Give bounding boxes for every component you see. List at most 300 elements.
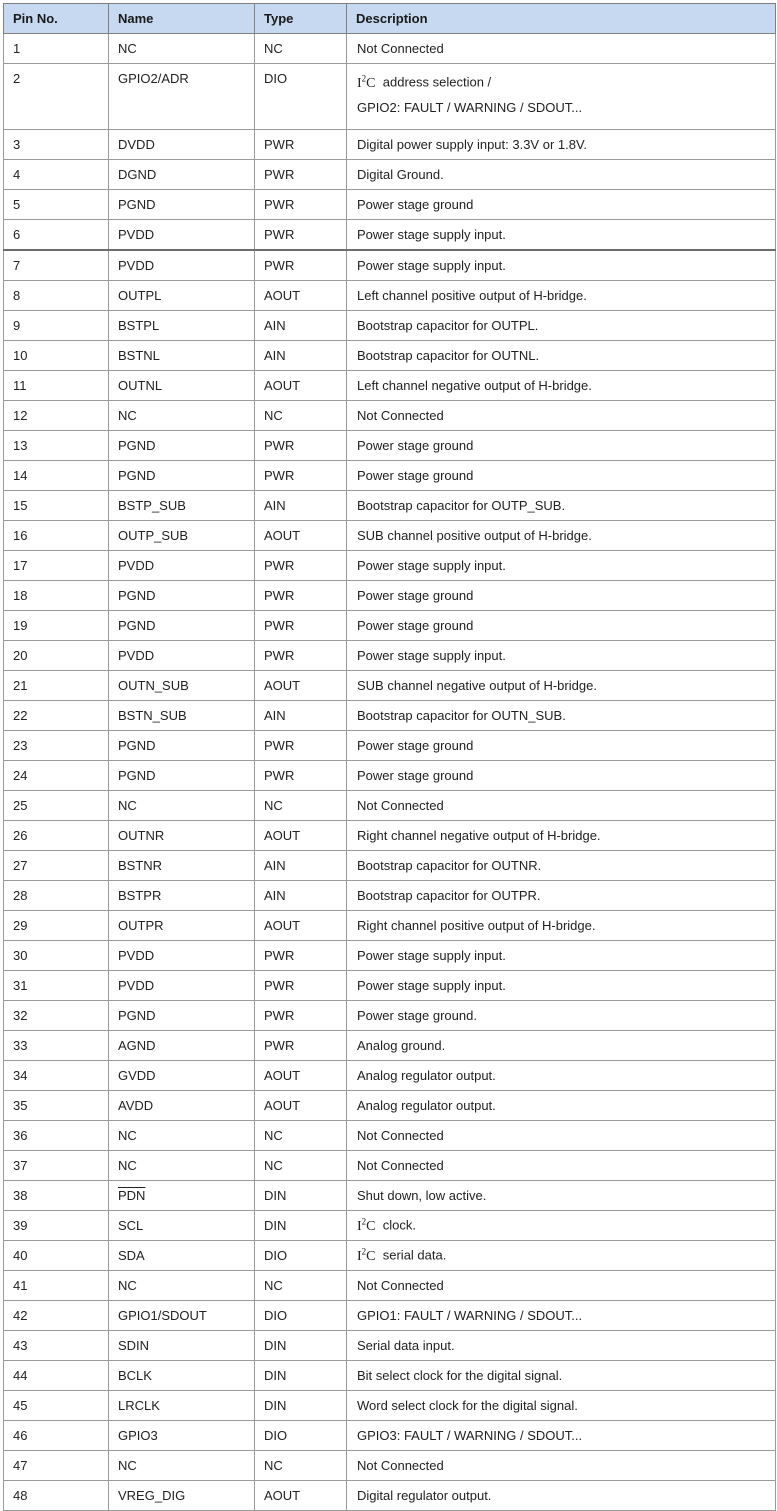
cell-name — [109, 911, 255, 941]
cell-pin — [4, 250, 109, 281]
cell-name — [109, 1061, 255, 1091]
pin-type: DIO — [264, 1428, 288, 1443]
cell-pin — [4, 190, 109, 220]
cell-description — [347, 160, 776, 190]
cell-pin — [4, 1241, 109, 1271]
cell-description — [347, 1301, 776, 1331]
pin-number: 5 — [13, 197, 21, 212]
pin-name: GPIO3 — [118, 1428, 158, 1443]
description-text: Power stage ground — [357, 588, 474, 603]
cell-name — [109, 581, 255, 611]
pin-number: 39 — [13, 1218, 28, 1233]
pin-name: PGND — [118, 1008, 156, 1023]
cell-description — [347, 641, 776, 671]
cell-description — [347, 581, 776, 611]
cell-description — [347, 1421, 776, 1451]
pin-name: BSTPR — [118, 888, 162, 903]
pin-name: PVDD — [118, 227, 155, 242]
pin-type: DIN — [264, 1338, 287, 1353]
description-text: Analog regulator output. — [357, 1098, 496, 1113]
pin-number: 35 — [13, 1098, 28, 1113]
pin-type: PWR — [264, 738, 295, 753]
cell-description — [347, 671, 776, 701]
pin-type: AOUT — [264, 918, 301, 933]
header-description: Description — [347, 4, 776, 34]
pin-number: 47 — [13, 1458, 28, 1473]
cell-name — [109, 281, 255, 311]
cell-pin — [4, 641, 109, 671]
pin-type: AIN — [264, 708, 286, 723]
cell-description — [347, 401, 776, 431]
table-row — [4, 341, 776, 371]
pin-name: PGND — [118, 588, 156, 603]
cell-description — [347, 1151, 776, 1181]
pin-type: PWR — [264, 1008, 295, 1023]
cell-type — [255, 1061, 347, 1091]
cell-pin — [4, 881, 109, 911]
cell-pin — [4, 1331, 109, 1361]
table-row — [4, 1361, 776, 1391]
cell-description — [347, 1361, 776, 1391]
pin-name: PVDD — [118, 558, 155, 573]
pin-type: PWR — [264, 438, 295, 453]
pin-number: 11 — [13, 378, 27, 393]
cell-description — [347, 220, 776, 251]
cell-pin — [4, 1421, 109, 1451]
cell-name — [109, 431, 255, 461]
cell-type — [255, 581, 347, 611]
pin-number: 4 — [13, 167, 21, 182]
i2c-c: C — [366, 1248, 376, 1264]
cell-name — [109, 64, 255, 130]
cell-name — [109, 371, 255, 401]
cell-description — [347, 521, 776, 551]
description-text: Analog regulator output. — [357, 1068, 496, 1083]
description-text: Digital Ground. — [357, 167, 444, 182]
table-row — [4, 941, 776, 971]
description-text: Power stage supply input. — [357, 948, 506, 963]
pin-type: DIO — [264, 1308, 288, 1323]
pin-number: 26 — [13, 828, 28, 843]
cell-pin — [4, 1211, 109, 1241]
cell-description — [347, 281, 776, 311]
cell-pin — [4, 851, 109, 881]
pin-name: PVDD — [118, 648, 155, 663]
cell-name — [109, 731, 255, 761]
pin-name: OUTNR — [118, 828, 165, 843]
pin-number: 42 — [13, 1308, 28, 1323]
table-row — [4, 971, 776, 1001]
pin-name: PGND — [118, 738, 156, 753]
pin-type: AOUT — [264, 528, 301, 543]
cell-description — [347, 1331, 776, 1361]
cell-description — [347, 1391, 776, 1421]
table-row — [4, 1181, 776, 1211]
pin-number: 20 — [13, 648, 28, 663]
pin-type: NC — [264, 41, 283, 56]
description-text: Bootstrap capacitor for OUTN_SUB. — [357, 708, 566, 723]
table-row — [4, 1331, 776, 1361]
cell-pin — [4, 821, 109, 851]
cell-name — [109, 701, 255, 731]
cell-pin — [4, 401, 109, 431]
description-text: Bootstrap capacitor for OUTP_SUB. — [357, 498, 566, 513]
description-line — [357, 1246, 775, 1265]
cell-type — [255, 1481, 347, 1511]
pin-number: 15 — [13, 498, 28, 513]
pin-name: $\overline{PDN}$ — [118, 1188, 146, 1203]
cell-type — [255, 281, 347, 311]
cell-description — [347, 971, 776, 1001]
description-text: Analog ground. — [357, 1038, 446, 1053]
cell-name — [109, 1121, 255, 1151]
cell-type — [255, 821, 347, 851]
pin-name: BSTP_SUB — [118, 498, 186, 513]
table-row — [4, 1421, 776, 1451]
cell-description — [347, 130, 776, 160]
cell-name — [109, 1211, 255, 1241]
cell-pin — [4, 1121, 109, 1151]
cell-name — [109, 761, 255, 791]
description-text: Power stage ground — [357, 618, 474, 633]
pin-number: 30 — [13, 948, 28, 963]
cell-name — [109, 551, 255, 581]
cell-type — [255, 1391, 347, 1421]
pin-name: DGND — [118, 167, 157, 182]
cell-pin — [4, 791, 109, 821]
description-text: Bootstrap capacitor for OUTNR. — [357, 858, 542, 873]
table-row — [4, 1271, 776, 1301]
cell-pin — [4, 971, 109, 1001]
cell-pin — [4, 551, 109, 581]
pin-type: NC — [264, 1278, 283, 1293]
pin-number: 28 — [13, 888, 28, 903]
pin-number: 27 — [13, 858, 28, 873]
pin-type: AIN — [264, 498, 286, 513]
cell-name — [109, 1241, 255, 1271]
cell-type — [255, 190, 347, 220]
cell-description — [347, 311, 776, 341]
pin-type: PWR — [264, 768, 295, 783]
pin-number: 12 — [13, 408, 28, 423]
cell-name — [109, 461, 255, 491]
description-text: Digital power supply input: 3.3V or 1.8V. — [357, 137, 588, 152]
cell-pin — [4, 581, 109, 611]
cell-pin — [4, 431, 109, 461]
cell-name — [109, 250, 255, 281]
cell-pin — [4, 611, 109, 641]
description-text: Serial data input. — [357, 1338, 455, 1353]
pin-number: 8 — [13, 288, 21, 303]
header-pin: Pin No. — [4, 4, 109, 34]
pin-type: PWR — [264, 227, 295, 242]
pin-number: 1 — [13, 41, 21, 56]
cell-description — [347, 941, 776, 971]
pin-type: AIN — [264, 888, 286, 903]
pin-name: PGND — [118, 197, 156, 212]
pin-name: PGND — [118, 768, 156, 783]
description-text: Power stage ground — [357, 438, 474, 453]
pin-type: PWR — [264, 558, 295, 573]
pin-number: 13 — [13, 438, 28, 453]
table-row — [4, 401, 776, 431]
cell-name — [109, 1091, 255, 1121]
cell-pin — [4, 130, 109, 160]
pin-name: AGND — [118, 1038, 156, 1053]
pin-type: DIN — [264, 1188, 287, 1203]
pin-type: PWR — [264, 167, 295, 182]
cell-type — [255, 1301, 347, 1331]
cell-name — [109, 1451, 255, 1481]
pin-number: 6 — [13, 227, 21, 242]
table-row — [4, 821, 776, 851]
table-row — [4, 791, 776, 821]
pin-name: OUTPR — [118, 918, 164, 933]
cell-type — [255, 671, 347, 701]
pin-type: DIO — [264, 1248, 288, 1263]
pin-type: PWR — [264, 468, 295, 483]
pin-number: 40 — [13, 1248, 28, 1263]
i2c-superscript: 2 — [361, 73, 367, 83]
header-type: Type — [255, 4, 347, 34]
cell-description — [347, 64, 776, 130]
pin-name: PGND — [118, 618, 156, 633]
table-body — [4, 34, 776, 1511]
pin-name: BSTPL — [118, 318, 160, 333]
description-line — [357, 64, 775, 93]
pin-name: BSTNL — [118, 348, 160, 363]
cell-pin — [4, 911, 109, 941]
pin-type: NC — [264, 798, 283, 813]
cell-pin — [4, 1391, 109, 1421]
i2c-symbol — [357, 1246, 376, 1264]
description-text: Bootstrap capacitor for OUTNL. — [357, 348, 540, 363]
pin-number: 24 — [13, 768, 28, 783]
cell-type — [255, 701, 347, 731]
pin-number: 9 — [13, 318, 21, 333]
table-row — [4, 1451, 776, 1481]
cell-description — [347, 1001, 776, 1031]
pin-number: 16 — [13, 528, 28, 543]
cell-pin — [4, 491, 109, 521]
pin-type: DIN — [264, 1398, 287, 1413]
cell-description — [347, 491, 776, 521]
cell-type — [255, 881, 347, 911]
cell-name — [109, 791, 255, 821]
pin-type: PWR — [264, 618, 295, 633]
pin-name: LRCLK — [118, 1398, 160, 1413]
cell-name — [109, 1421, 255, 1451]
table-row — [4, 611, 776, 641]
cell-pin — [4, 1361, 109, 1391]
description-text: Not Connected — [357, 1458, 444, 1473]
i2c-symbol — [357, 73, 376, 91]
pin-name: GVDD — [118, 1068, 156, 1083]
cell-pin — [4, 1481, 109, 1511]
table-row — [4, 311, 776, 341]
cell-type — [255, 791, 347, 821]
pin-name: NC — [118, 1128, 137, 1143]
pin-name: OUTN_SUB — [118, 678, 189, 693]
pin-type: DIN — [264, 1368, 287, 1383]
pin-type: NC — [264, 408, 283, 423]
pin-table — [3, 3, 776, 1511]
cell-name — [109, 190, 255, 220]
pin-name: PVDD — [118, 978, 155, 993]
pin-type: DIN — [264, 1218, 287, 1233]
pin-number: 17 — [13, 558, 28, 573]
table-row — [4, 190, 776, 220]
table-row — [4, 1211, 776, 1241]
table-row — [4, 1001, 776, 1031]
pin-type: AOUT — [264, 378, 301, 393]
cell-description — [347, 341, 776, 371]
i2c-superscript: 2 — [361, 1246, 367, 1257]
cell-type — [255, 64, 347, 130]
cell-type — [255, 1181, 347, 1211]
table-row — [4, 1301, 776, 1331]
pin-number: 36 — [13, 1128, 28, 1143]
pin-name: NC — [118, 41, 137, 56]
cell-type — [255, 611, 347, 641]
description-line: GPIO2: FAULT / WARNING / SDOUT... — [357, 100, 583, 115]
cell-pin — [4, 1031, 109, 1061]
cell-type — [255, 341, 347, 371]
pin-number: 43 — [13, 1338, 28, 1353]
description-text: Not Connected — [357, 408, 444, 423]
pin-name: SDIN — [118, 1338, 150, 1353]
cell-description — [347, 851, 776, 881]
pin-number: 46 — [13, 1428, 28, 1443]
pin-type: AOUT — [264, 1098, 301, 1113]
cell-pin — [4, 1091, 109, 1121]
description-text: Power stage ground. — [357, 1008, 477, 1023]
pin-number: 34 — [13, 1068, 28, 1083]
pin-number: 29 — [13, 918, 28, 933]
pin-name: VREG_DIG — [118, 1488, 186, 1503]
table-row — [4, 34, 776, 64]
cell-description — [347, 791, 776, 821]
description-text: GPIO3: FAULT / WARNING / SDOUT... — [357, 1428, 583, 1443]
pin-number: 33 — [13, 1038, 28, 1053]
cell-pin — [4, 941, 109, 971]
description-text: Bootstrap capacitor for OUTPL. — [357, 318, 539, 333]
pin-type: AOUT — [264, 288, 301, 303]
cell-type — [255, 521, 347, 551]
pin-type: PWR — [264, 948, 295, 963]
cell-name — [109, 611, 255, 641]
i2c-c: C — [366, 1218, 376, 1234]
description-text: address selection / — [382, 74, 492, 90]
cell-description — [347, 551, 776, 581]
cell-name — [109, 1391, 255, 1421]
description-text: Power stage supply input. — [357, 978, 506, 993]
cell-type — [255, 551, 347, 581]
table-row — [4, 671, 776, 701]
cell-name — [109, 34, 255, 64]
pin-type: NC — [264, 1128, 283, 1143]
table-row — [4, 641, 776, 671]
cell-description — [347, 911, 776, 941]
pin-number: 44 — [13, 1368, 28, 1383]
pin-type: PWR — [264, 588, 295, 603]
cell-pin — [4, 371, 109, 401]
cell-pin — [4, 731, 109, 761]
cell-pin — [4, 311, 109, 341]
cell-name — [109, 491, 255, 521]
cell-name — [109, 401, 255, 431]
cell-type — [255, 1151, 347, 1181]
pin-type: PWR — [264, 648, 295, 663]
pin-number: 3 — [13, 137, 21, 152]
table-row — [4, 1091, 776, 1121]
description-text: clock. — [382, 1217, 416, 1233]
cell-description — [347, 1121, 776, 1151]
cell-name — [109, 130, 255, 160]
pin-type: AOUT — [264, 1488, 301, 1503]
cell-description — [347, 1031, 776, 1061]
pin-number: 23 — [13, 738, 28, 753]
table-row — [4, 64, 776, 130]
table-row — [4, 521, 776, 551]
cell-type — [255, 401, 347, 431]
table-row — [4, 461, 776, 491]
pin-type: NC — [264, 1158, 283, 1173]
cell-name — [109, 1301, 255, 1331]
cell-type — [255, 160, 347, 190]
description-text: Not Connected — [357, 1128, 444, 1143]
cell-name — [109, 671, 255, 701]
cell-type — [255, 911, 347, 941]
pin-type: PWR — [264, 258, 295, 273]
cell-name — [109, 1481, 255, 1511]
cell-pin — [4, 1181, 109, 1211]
table-row — [4, 851, 776, 881]
pin-number: 14 — [13, 468, 28, 483]
pin-name: OUTP_SUB — [118, 528, 189, 543]
cell-type — [255, 1241, 347, 1271]
pin-name: OUTNL — [118, 378, 163, 393]
cell-type — [255, 220, 347, 251]
cell-type — [255, 941, 347, 971]
cell-description — [347, 701, 776, 731]
pin-number: 2 — [13, 71, 21, 86]
cell-pin — [4, 1061, 109, 1091]
i2c-i: I — [357, 75, 362, 91]
table-row — [4, 1121, 776, 1151]
description-text: Digital regulator output. — [357, 1488, 492, 1503]
pin-type: NC — [264, 1458, 283, 1473]
cell-pin — [4, 64, 109, 130]
cell-pin — [4, 281, 109, 311]
cell-name — [109, 851, 255, 881]
cell-name — [109, 821, 255, 851]
cell-pin — [4, 34, 109, 64]
table-row — [4, 1061, 776, 1091]
table-row — [4, 881, 776, 911]
pin-name: OUTPL — [118, 288, 162, 303]
table-row — [4, 491, 776, 521]
pin-name: SDA — [118, 1248, 145, 1263]
pin-name: PGND — [118, 468, 156, 483]
description-text: Left channel negative output of H-bridge. — [357, 378, 592, 393]
cell-name — [109, 1331, 255, 1361]
cell-description — [347, 881, 776, 911]
cell-description — [347, 1241, 776, 1271]
cell-name — [109, 1361, 255, 1391]
pin-name: GPIO1/SDOUT — [118, 1308, 207, 1323]
pin-type: AIN — [264, 348, 286, 363]
